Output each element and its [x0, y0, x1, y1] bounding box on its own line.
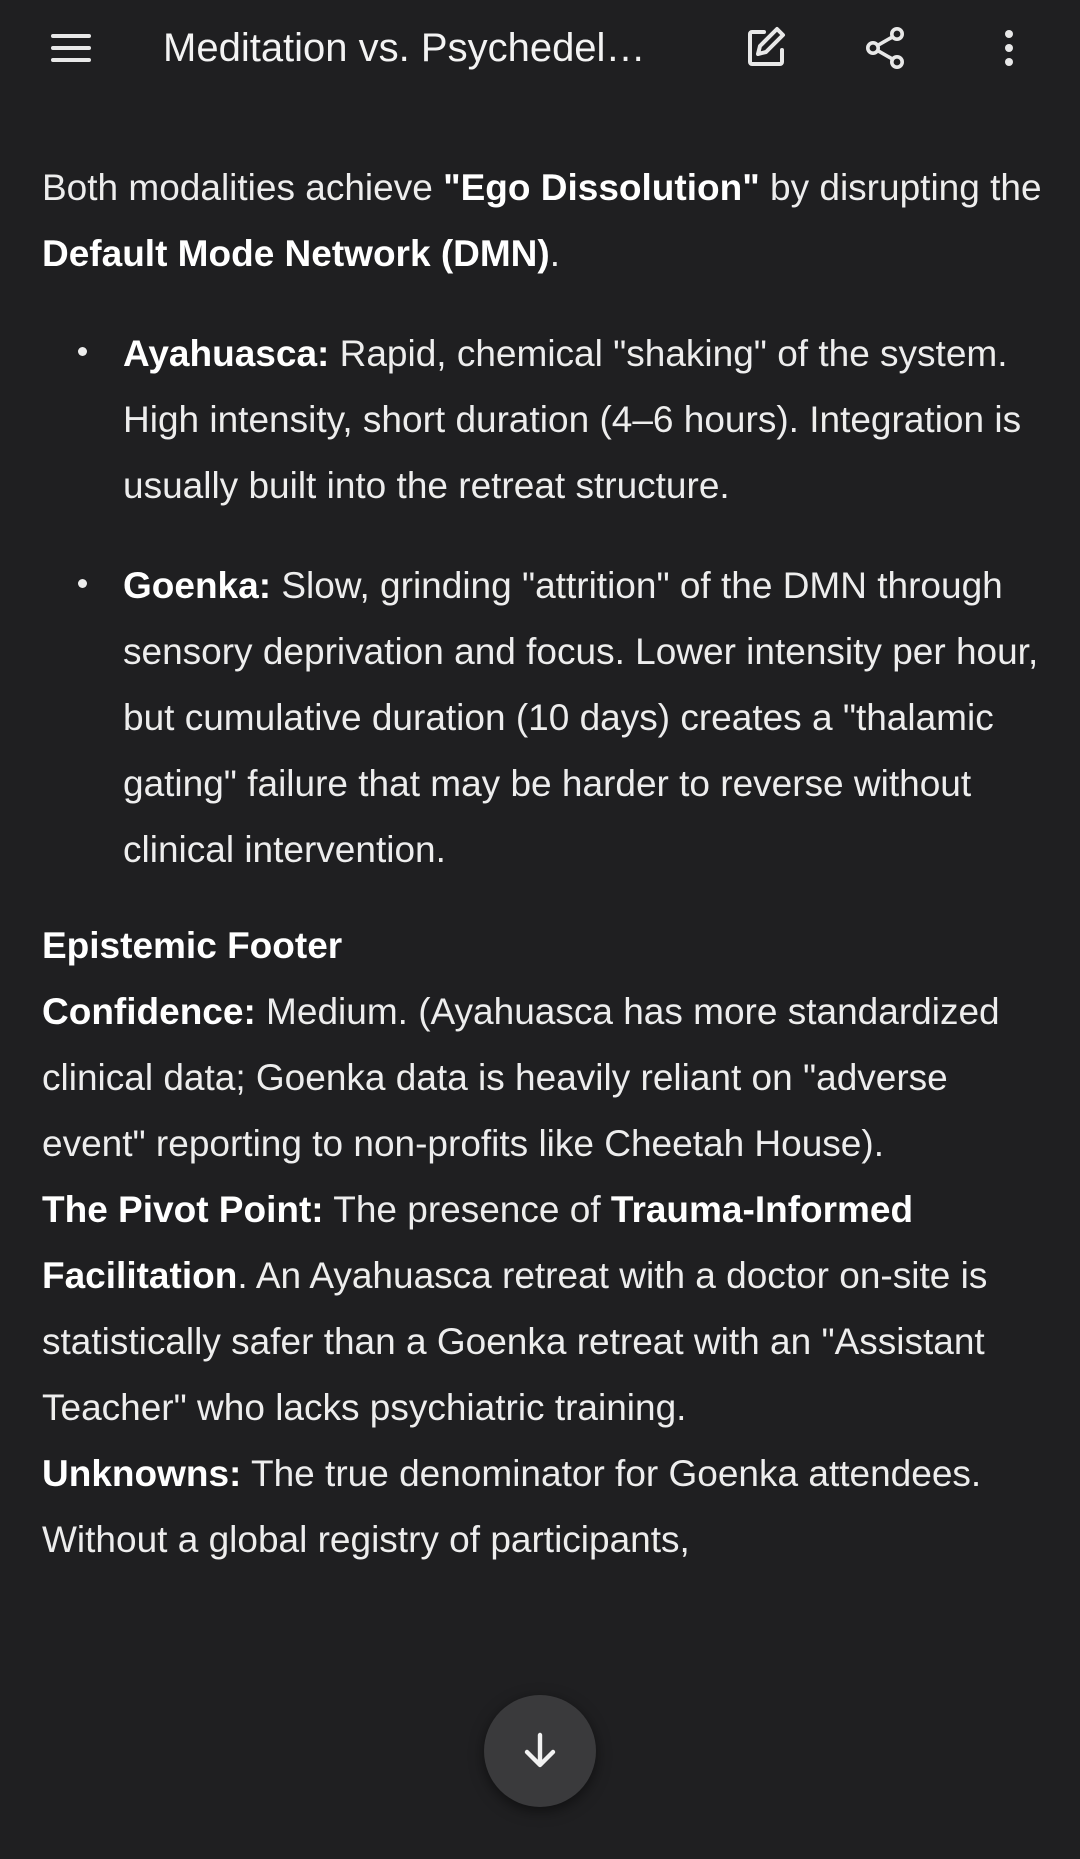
- list-item-text: Rapid, chemical "shaking" of the system. High intensity, short duration (4–6 hours). Integration is usually built into the retreat structure.: [123, 333, 1022, 506]
- share-button[interactable]: [853, 16, 917, 80]
- bullet-dot: [78, 579, 87, 588]
- more-vert-icon: [985, 24, 1033, 72]
- intro-bold-1: "Ego Dissolution": [443, 167, 760, 208]
- unknowns-label: Unknowns:: [42, 1453, 242, 1494]
- intro-text-2: by disrupting the: [759, 167, 1042, 208]
- scroll-to-bottom-button[interactable]: [484, 1695, 596, 1807]
- epistemic-footer: [42, 913, 1052, 1573]
- list-item-label: Ayahuasca:: [123, 333, 330, 374]
- response-content: [42, 155, 1052, 1573]
- share-icon: [861, 24, 909, 72]
- pivot-label: The Pivot Point:: [42, 1189, 324, 1230]
- pivot-bold-1: Trauma-Informed Facilitation: [42, 1189, 914, 1296]
- footer-heading: [42, 913, 1052, 979]
- unknowns-line: [42, 1441, 1052, 1573]
- list-item-label: Goenka:: [123, 565, 272, 606]
- arrow-down-icon: [516, 1727, 564, 1775]
- pivot-text-2: . An Ayahuasca retreat with a doctor on-site is statistically safer than a Goenka retreat with an "Assistant Teacher" who lacks psychiatric training.: [42, 1255, 988, 1428]
- list-item-text: Slow, grinding "attrition" of the DMN through sensory deprivation and focus. Lower intensity per hour, but cumulative duration (10 days) creates a "thalamic gating" failure that may be harder to reverse without clinical intervention.: [123, 565, 1039, 870]
- bullet-dot: [78, 347, 87, 356]
- page-title: Meditation vs. Psychedel…: [163, 26, 646, 70]
- menu-icon: [47, 24, 95, 72]
- list-item-ayahuasca: [42, 321, 1052, 519]
- edit-icon: [742, 24, 790, 72]
- intro-text-3: .: [549, 233, 561, 274]
- menu-button[interactable]: [39, 16, 103, 80]
- top-app-bar: [0, 0, 1080, 96]
- intro-bold-2: Default Mode Network (DMN): [42, 233, 550, 274]
- confidence-text: Medium. (Ayahuasca has more standardized clinical data; Goenka data is heavily reliant on "adverse event" reporting to non-profits like Cheetah House).: [42, 991, 1000, 1164]
- unknowns-text: The true denominator for Goenka attendees. Without a global registry of participants,: [42, 1453, 982, 1560]
- intro-paragraph: [42, 155, 1052, 287]
- pivot-point-line: [42, 1177, 1052, 1441]
- pivot-text-1: The presence of: [323, 1189, 611, 1230]
- confidence-line: [42, 979, 1052, 1177]
- confidence-label: Confidence:: [42, 991, 256, 1032]
- more-options-button[interactable]: [977, 16, 1041, 80]
- edit-button[interactable]: [734, 16, 798, 80]
- comparison-list: [42, 321, 1052, 883]
- footer-heading-text: Epistemic Footer: [42, 925, 343, 966]
- list-item-goenka: [42, 553, 1052, 883]
- intro-text-1: Both modalities achieve: [42, 167, 444, 208]
